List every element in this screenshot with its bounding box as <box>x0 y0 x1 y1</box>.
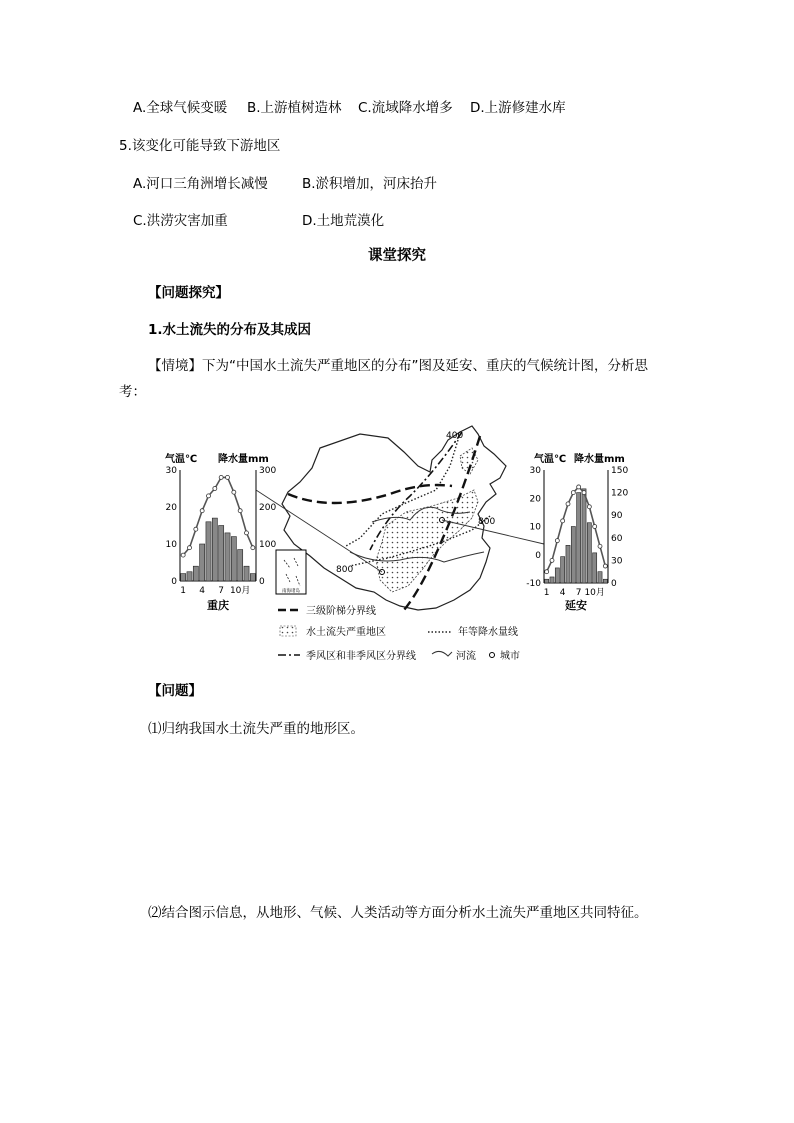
yanan-precip-bar <box>561 557 565 583</box>
yanan-month-tick-label: 4 <box>559 588 566 598</box>
scenario-line-2: 考： <box>119 384 146 400</box>
chongqing-month-tick-label: 7 <box>218 586 225 596</box>
yanan-temp-tick-label: 20 <box>529 494 541 505</box>
q4-option-c: C.流域降水增多 <box>358 100 453 116</box>
q5-option-c: C.洪涝灾害加重 <box>133 213 228 229</box>
yanan-climate-chart <box>526 452 628 612</box>
chongqing-city-label: 重庆 <box>207 599 229 612</box>
yanan-precip-bar <box>550 577 554 583</box>
yanan-temp-tick-label: 30 <box>529 466 541 476</box>
yanan-temp-tick-label: -10 <box>526 579 541 589</box>
yanan-precip-bar <box>598 572 602 583</box>
chongqing-precip-tick-label: 0 <box>259 577 265 587</box>
yanan-temp-point <box>587 505 591 509</box>
chongqing-climate-chart <box>165 452 276 612</box>
q5-option-a: A.河口三角洲增长减慢 <box>133 176 268 192</box>
q5-option-b: B.淤积增加，河床抬升 <box>302 176 438 192</box>
yanan-precip-bar <box>603 579 607 583</box>
yanan-temp-point <box>598 544 602 548</box>
chongqing-precip-bar <box>225 533 230 581</box>
yanan-precip-tick-label: 30 <box>611 556 623 567</box>
yanan-temp-tick-label: 0 <box>535 550 541 561</box>
questions-header: 【问题】 <box>148 683 202 699</box>
chongqing-precip-bar <box>193 566 198 581</box>
chongqing-precip-bar <box>181 574 186 581</box>
yanan-precip-bar <box>555 568 559 583</box>
chongqing-temp-point <box>213 487 217 491</box>
yanan-precip-tick-label: 0 <box>611 579 617 589</box>
q5-option-d: D.土地荒漠化 <box>302 213 385 229</box>
chongqing-precip-bar <box>250 574 255 581</box>
south-china-sea-inset <box>276 550 306 594</box>
chongqing-temp-point <box>219 475 223 479</box>
legend-river-label: 河流 <box>456 651 476 662</box>
chongqing-temp-axis-label: 气温℃ <box>165 454 198 465</box>
isohyet-label-400: 400 <box>446 431 464 441</box>
isohyet-label-800-west: 800 <box>336 565 354 575</box>
yanan-temp-point <box>550 558 554 562</box>
chongqing-precip-bar <box>244 566 249 581</box>
yanan-precip-bar <box>593 553 597 583</box>
legend-city-swatch <box>490 653 495 658</box>
chongqing-temp-point <box>245 531 249 535</box>
chongqing-temp-point <box>194 527 198 531</box>
yanan-precip-tick-label: 120 <box>611 488 629 499</box>
chongqing-temperature-line <box>183 477 253 555</box>
yanan-month-tick-label: 10月 <box>584 588 605 598</box>
chongqing-month-tick-label: 1 <box>180 586 187 596</box>
yanan-temp-point <box>593 525 597 529</box>
legend-monsoon-boundary-label: 季风区和非季风区分界线 <box>306 651 416 662</box>
yanan-precip-bar <box>566 545 570 583</box>
isohyet-label-800-east: 800 <box>478 517 496 527</box>
map-legend <box>278 604 520 662</box>
chongqing-temp-point <box>200 509 204 513</box>
yanan-temp-point <box>603 564 607 568</box>
chongqing-precip-axis-label: 降水量mm <box>218 454 269 465</box>
chongqing-month-tick-label: 4 <box>199 586 206 596</box>
yanan-temp-point <box>566 502 570 506</box>
legend-terrain-boundary-label: 三级阶梯分界线 <box>306 606 376 617</box>
chongqing-temp-point <box>188 546 192 550</box>
chongqing-precip-bar <box>219 526 224 582</box>
q4-option-d: D.上游修建水库 <box>470 100 566 116</box>
chongqing-temp-point <box>181 553 185 557</box>
chongqing-temp-tick-label: 20 <box>165 503 177 513</box>
legend-river-swatch <box>432 651 452 656</box>
legend-erosion-swatch <box>280 626 296 636</box>
inquiry-header: 【问题探究】 <box>148 285 229 301</box>
legend-erosion-label: 水土流失严重地区 <box>306 627 386 638</box>
yanan-precip-bar <box>587 523 591 583</box>
chongqing-precip-tick-label: 100 <box>259 540 277 550</box>
chongqing-temp-point <box>232 490 236 494</box>
chongqing-temp-tick-label: 10 <box>165 540 177 550</box>
chongqing-temp-tick-label: 0 <box>171 577 177 587</box>
section-title: 课堂探究 <box>368 248 426 264</box>
chongqing-temp-point <box>207 494 211 498</box>
yanan-temp-point <box>561 519 565 523</box>
question-1: ⑴归纳我国水土流失严重的地形区。 <box>148 721 364 737</box>
erosion-area <box>376 490 478 592</box>
yanan-precip-tick-label: 90 <box>611 511 623 522</box>
chongqing-precip-bar <box>231 537 236 581</box>
yanan-precip-bar <box>582 489 586 583</box>
yanan-temp-point <box>582 491 586 495</box>
q4-option-a: A.全球气候变暖 <box>133 100 228 116</box>
question-2: ⑵结合图示信息，从地形、气候、人类活动等方面分析水土流失严重地区共同特征。 <box>148 905 648 921</box>
chongqing-precip-bar <box>187 572 192 581</box>
chongqing-month-tick-label: 10月 <box>229 586 251 596</box>
yanan-precip-axis-label: 降水量mm <box>574 454 625 465</box>
topic-heading: 1.水土流失的分布及其成因 <box>148 322 312 338</box>
yanan-precip-tick-label: 60 <box>611 533 623 544</box>
legend-city-label: 城市 <box>500 651 520 662</box>
chongqing-precip-bar <box>200 544 205 581</box>
yanan-temp-point <box>577 485 581 489</box>
figure <box>160 420 700 670</box>
china-map <box>256 426 544 610</box>
yanan-temp-axis-label: 气温℃ <box>534 454 567 465</box>
chongqing-temp-point <box>238 509 242 513</box>
chongqing-precip-bar <box>212 518 217 581</box>
q5-stem: 5.该变化可能导致下游地区 <box>119 138 281 154</box>
chongqing-temp-tick-label: 30 <box>165 466 177 476</box>
yanan-precip-tick-label: 150 <box>611 466 629 476</box>
chongqing-precip-tick-label: 200 <box>259 503 277 513</box>
yanan-temp-point <box>545 570 549 574</box>
yanan-temp-point <box>571 491 575 495</box>
chongqing-precip-tick-label: 300 <box>259 466 277 476</box>
chongqing-precip-bar <box>238 550 243 581</box>
q4-option-b: B.上游植树造林 <box>247 100 342 116</box>
inset-label: 南海诸岛 <box>282 589 300 594</box>
chongqing-temp-point <box>251 546 255 550</box>
yanan-temp-tick-label: 10 <box>529 522 541 533</box>
scenario-line-1: 【情境】下为“中国水土流失严重地区的分布”图及延安、重庆的气候统计图，分析思 <box>148 358 648 374</box>
yanan-month-tick-label: 7 <box>575 588 582 598</box>
yanan-precip-bar <box>577 493 581 583</box>
chongqing-temp-point <box>226 475 230 479</box>
yanan-city-label: 延安 <box>565 599 587 612</box>
yanan-temp-point <box>555 539 559 543</box>
legend-isohyet-label: 年等降水量线 <box>458 627 518 638</box>
chongqing-precip-bar <box>206 522 211 581</box>
yanan-precip-bar <box>571 527 575 584</box>
yanan-precip-bar <box>545 579 549 583</box>
yanan-month-tick-label: 1 <box>543 588 550 598</box>
